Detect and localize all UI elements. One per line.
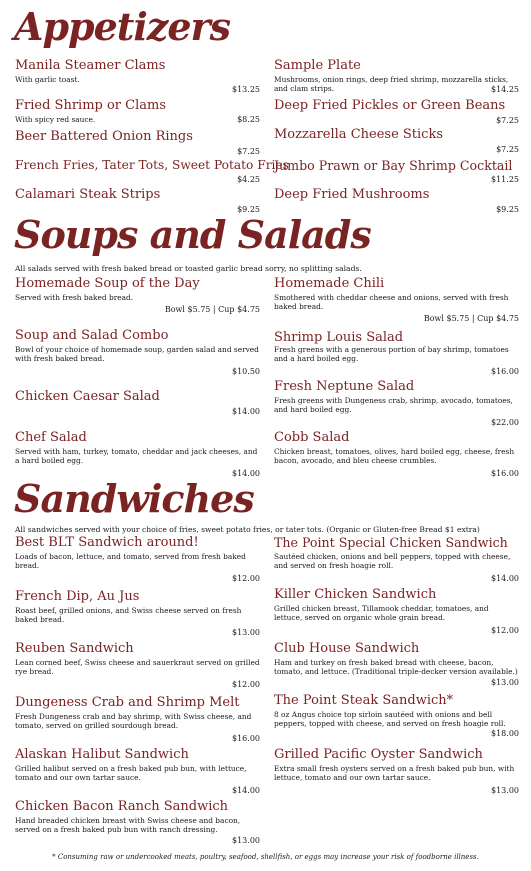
item-description: Ham and turkey on fresh baked bread with cheese, bacon, tomato, and lettuce. (Traditional triple-decker version available.) <box>274 658 518 677</box>
item-price: $12.00 <box>491 625 519 635</box>
item-name: The Point Steak Sandwich* <box>274 693 454 708</box>
item-description: Served with fresh baked bread. <box>15 293 134 302</box>
item-price: $7.25 <box>237 147 260 156</box>
sandwiches-heading: Sandwiches <box>14 476 254 521</box>
item-price: $14.00 <box>232 785 260 795</box>
item-price: $16.00 <box>491 468 519 478</box>
item-description: Fresh greens with Dungeness crab, shrimp, avocado, tomatoes, and hard boiled egg. <box>274 396 513 415</box>
item-name: Dungeness Crab and Shrimp Melt <box>15 695 240 710</box>
item-price: $10.50 <box>232 366 260 376</box>
item-description: Chicken breast, tomatoes, olives, hard boiled egg, cheese, fresh bacon, avocado, and bleu cheese crumbles. <box>274 447 515 466</box>
menu-item <box>15 98 260 124</box>
item-description: Bowl of your choice of homemade soup, garden salad and served with fresh baked bread. <box>15 345 259 364</box>
menu-item <box>274 127 519 154</box>
salads-note: All salads served with fresh baked bread or toasted garlic bread sorry, no splitting salads. <box>15 264 362 273</box>
item-description: Loads of bacon, lettuce, and tomato, served from fresh baked bread. <box>15 552 246 571</box>
item-name: Deep Fried Mushrooms <box>274 187 430 202</box>
item-name: Chicken Caesar Salad <box>15 389 160 404</box>
menu-item <box>15 187 260 214</box>
item-name: Cobb Salad <box>274 430 350 445</box>
item-description: 8 oz Angus choice top sirloin sautéed with onions and bell peppers, topped with cheese, and served on fresh hoagie roll. <box>274 710 506 729</box>
menu-item <box>274 535 519 583</box>
item-name: Homemade Chili <box>274 276 385 291</box>
menu-item <box>274 330 519 376</box>
item-price: $7.25 <box>496 116 519 125</box>
item-price: $12.00 <box>232 573 260 583</box>
item-name: Club House Sandwich <box>274 641 420 656</box>
soups-salads-heading: Soups and Salads <box>14 212 371 257</box>
menu-item <box>15 695 260 743</box>
item-name: Mozzarella Cheese Sticks <box>274 127 444 142</box>
item-description: Smothered with cheddar cheese and onions, served with fresh baked bread. <box>274 293 509 312</box>
menu-item <box>274 641 519 687</box>
item-description: Mushrooms, onion rings, deep fried shrimp, mozzarella sticks, and clam strips. <box>274 75 509 94</box>
item-description: Lean corned beef, Swiss cheese and sauerkraut served on grilled rye bread. <box>15 658 260 677</box>
menu-item <box>15 58 260 94</box>
item-name: Soup and Salad Combo <box>15 328 169 343</box>
menu-item <box>274 187 519 214</box>
menu-item <box>274 430 519 478</box>
menu-item <box>15 589 260 637</box>
appetizers-heading: Appetizers <box>14 4 230 49</box>
menu-item <box>274 98 519 125</box>
item-description: Grilled chicken breast, Tillamook cheddar, tomatoes, and lettuce, served on organic whole grain bread. <box>274 604 489 623</box>
menu-item <box>274 747 519 795</box>
menu-item <box>15 389 260 416</box>
item-name: Beer Battered Onion Rings <box>15 129 193 144</box>
item-name: Killer Chicken Sandwich <box>274 587 437 602</box>
item-name: Chef Salad <box>15 430 87 445</box>
menu-item <box>15 747 260 795</box>
item-price: $9.25 <box>496 205 519 214</box>
item-name: Best BLT Sandwich around! <box>15 535 199 550</box>
item-description: Sautéed chicken, onions and bell peppers, topped with cheese, and served on fresh hoagie roll. <box>274 552 511 571</box>
menu-item <box>15 328 260 376</box>
menu-item <box>15 535 260 583</box>
item-description: Roast beef, grilled onions, and Swiss cheese served on fresh baked bread. <box>15 606 242 625</box>
menu-item <box>274 693 519 738</box>
menu-item <box>15 276 260 314</box>
menu-item <box>15 129 260 156</box>
item-price: $8.25 <box>237 115 260 125</box>
item-price: $9.25 <box>237 205 260 214</box>
menu-item <box>274 587 519 635</box>
item-price: $18.00 <box>491 728 519 738</box>
menu-item <box>15 799 260 845</box>
item-name: Grilled Pacific Oyster Sandwich <box>274 747 483 762</box>
item-description: Fresh Dungeness crab and bay shrimp, with Swiss cheese, and tomato, served on grilled sourdough bread. <box>15 712 252 731</box>
item-name: Sample Plate <box>274 58 361 73</box>
item-name: Homemade Soup of the Day <box>15 276 200 291</box>
item-name: French Fries, Tater Tots, Sweet Potato Fries <box>15 158 289 172</box>
item-description: Extra small fresh oysters served on a fresh baked pub bun, with lettuce, tomato and our own tartar sauce. <box>274 764 515 783</box>
item-name: French Dip, Au Jus <box>15 589 140 604</box>
item-name: Manila Steamer Clams <box>15 58 166 73</box>
item-price: $11.25 <box>491 175 519 184</box>
item-description: Grilled halibut served on a fresh baked pub bun, with lettuce, tomato and our own tartar sauce. <box>15 764 247 783</box>
item-name: Reuben Sandwich <box>15 641 134 656</box>
item-price: $14.00 <box>232 407 260 416</box>
menu-item <box>274 379 519 427</box>
item-name: Deep Fried Pickles or Green Beans <box>274 98 506 113</box>
item-name: Chicken Bacon Ranch Sandwich <box>15 799 229 814</box>
menu-item <box>15 641 260 689</box>
item-price: $12.00 <box>232 679 260 689</box>
item-name: Calamari Steak Strips <box>15 187 161 202</box>
foodborne-illness-disclaimer: * Consuming raw or undercooked meats, poultry, seafood, shellfish, or eggs may increase your risk of foodborne illness. <box>52 853 479 861</box>
menu-item <box>274 158 519 184</box>
item-price: Bowl $5.75 | Cup $4.75 <box>164 305 260 315</box>
item-price: $16.00 <box>491 366 519 376</box>
sandwiches-note: All sandwiches served with your choice of fries, sweet potato fries, or tater tots. (Organic or Gluten-free Bread $1 extra) <box>15 525 480 534</box>
item-price: $7.25 <box>496 145 519 154</box>
item-price: $13.00 <box>491 677 519 687</box>
item-price: $13.00 <box>232 835 260 845</box>
item-price: $14.25 <box>491 84 519 94</box>
item-name: Shrimp Louis Salad <box>274 330 404 345</box>
item-price: $14.00 <box>491 573 519 583</box>
item-description: With spicy red sauce. <box>15 115 96 124</box>
item-price: $13.25 <box>232 85 260 95</box>
item-price: $13.00 <box>491 785 519 795</box>
item-price: $13.00 <box>232 627 260 637</box>
menu-item <box>15 158 289 184</box>
menu-item <box>274 276 519 323</box>
item-price: $14.00 <box>232 468 260 478</box>
item-price: $4.25 <box>237 175 260 184</box>
item-price: Bowl $5.75 | Cup $4.75 <box>423 313 519 323</box>
item-name: Alaskan Halibut Sandwich <box>15 747 189 762</box>
menu-item <box>274 58 519 94</box>
item-description: Fresh greens with a generous portion of bay shrimp, tomatoes and a hard boiled egg. <box>274 345 509 364</box>
item-price: $22.00 <box>491 417 519 427</box>
item-price: $16.00 <box>232 733 260 743</box>
item-name: Fried Shrimp or Clams <box>15 98 166 113</box>
item-description: With garlic toast. <box>15 75 80 84</box>
item-description: Served with ham, turkey, tomato, cheddar and jack cheeses, and a hard boiled egg. <box>15 447 258 466</box>
item-description: Hand breaded chicken breast with Swiss cheese and bacon, served on a fresh baked pub bun with ranch dressing. <box>15 816 241 835</box>
item-name: Fresh Neptune Salad <box>274 379 415 394</box>
item-name: Jumbo Prawn or Bay Shrimp Cocktail <box>274 158 513 173</box>
item-name: The Point Special Chicken Sandwich <box>274 535 508 550</box>
menu-item <box>15 430 260 478</box>
